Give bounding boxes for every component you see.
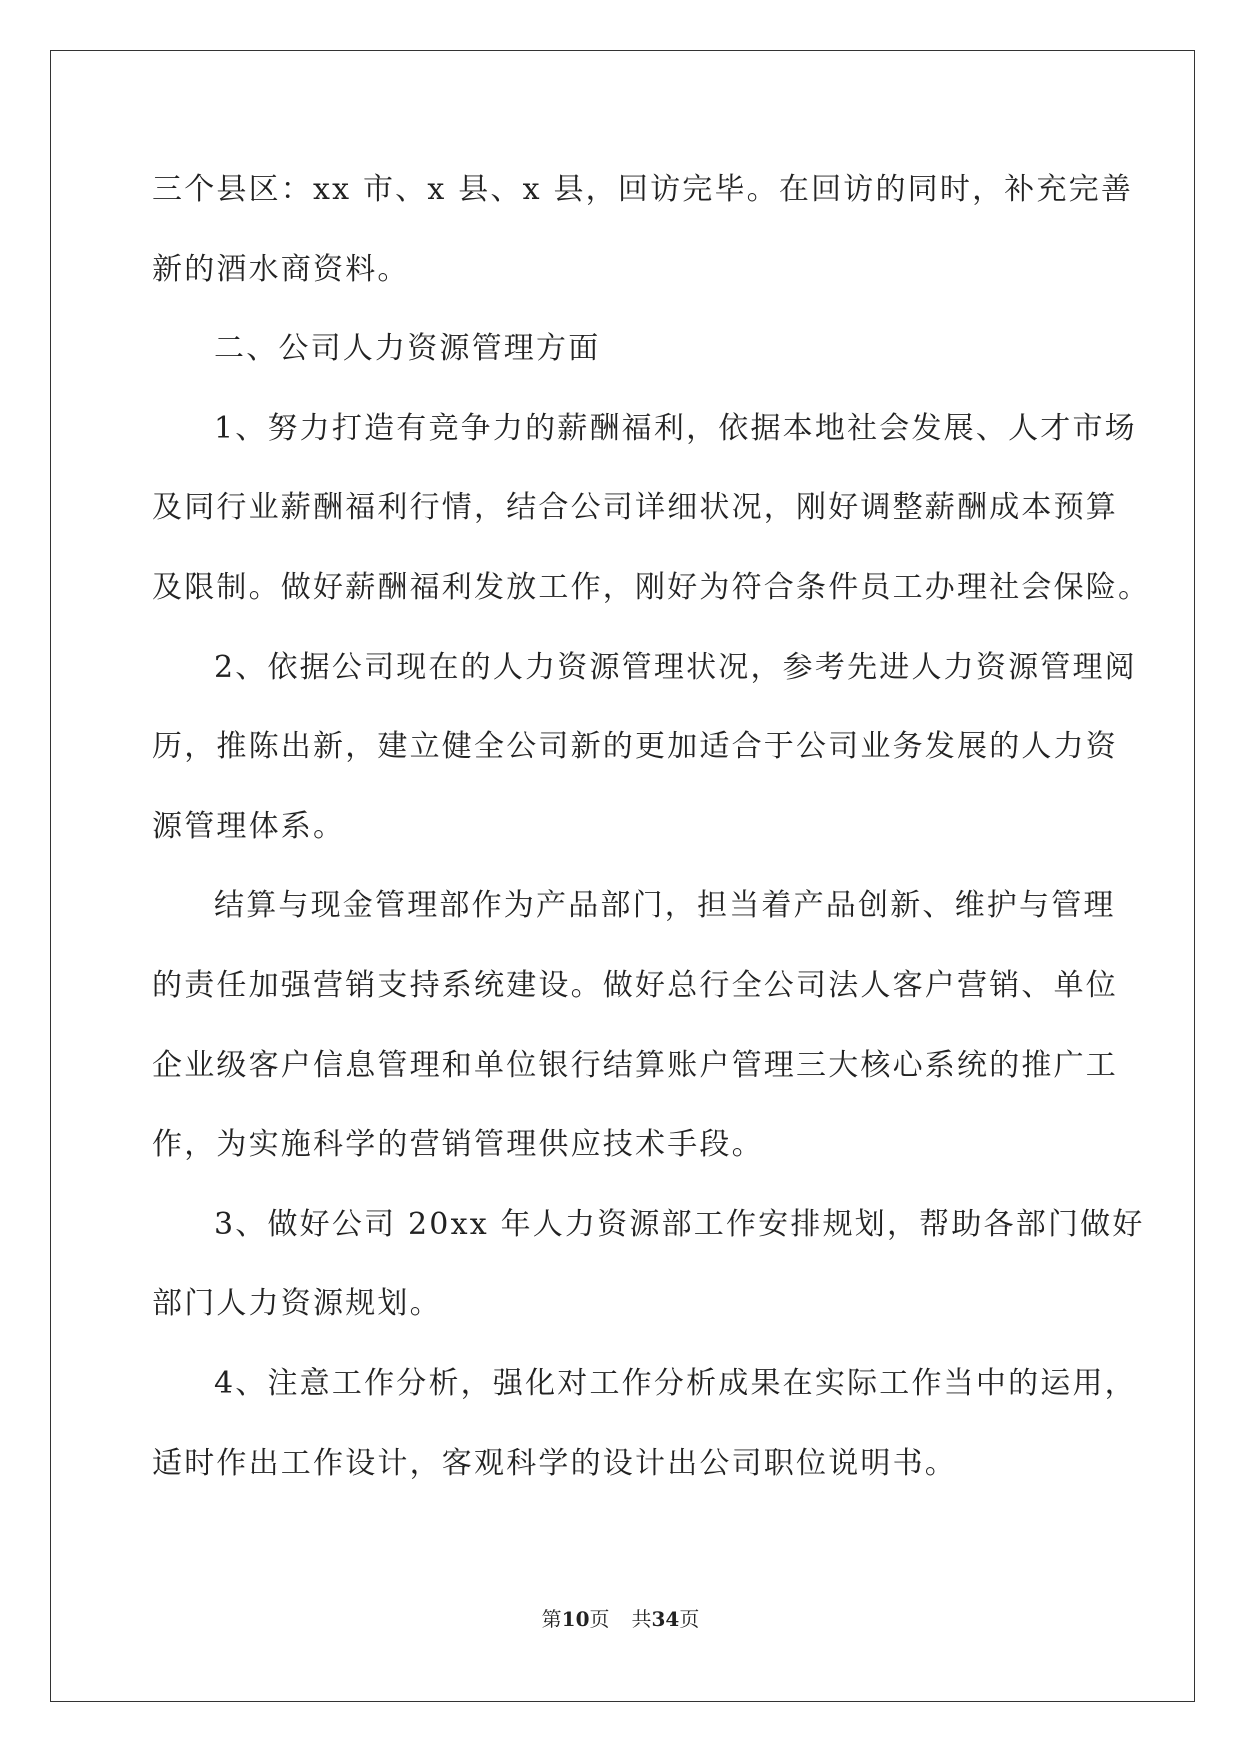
- text-line: 部门人力资源规划。: [152, 1286, 442, 1322]
- text-line: 及限制。做好薪酬福利发放工作，刚好为符合条件员工办理社会保险。: [152, 569, 1151, 605]
- text-line: 的责任加强营销支持系统建设。做好总行全公司法人客户营销、单位: [152, 967, 1118, 1003]
- text-line: 三个县区：xx 市、x 县、x 县，回访完毕。在回访的同时，补充完善: [152, 172, 1134, 207]
- page-current: 10: [561, 1607, 590, 1631]
- text-line: 适时作出工作设计，客观科学的设计出公司职位说明书。: [152, 1445, 957, 1481]
- text-line: 新的酒水商资料。: [152, 251, 410, 287]
- text-line: 企业级客户信息管理和单位银行结算账户管理三大核心系统的推广工: [152, 1047, 1118, 1083]
- text-line: 1、努力打造有竞争力的薪酬福利，依据本地社会发展、人才市场: [214, 410, 1137, 446]
- text-line: 3、做好公司 20xx 年人力资源部工作安排规划，帮助各部门做好: [214, 1206, 1145, 1242]
- text-line: 2、依据公司现在的人力资源管理状况，参考先进人力资源管理阅: [214, 649, 1137, 685]
- text-line: 作，为实施科学的营销管理供应技术手段。: [152, 1127, 764, 1163]
- section-heading: 二、公司人力资源管理方面: [214, 331, 601, 367]
- text-line: 4、注意工作分析，强化对工作分析成果在实际工作当中的运用，: [214, 1365, 1137, 1401]
- page-total: 34: [651, 1607, 680, 1631]
- text-line: 及同行业薪酬福利行情，结合公司详细状况，刚好调整薪酬成本预算: [152, 490, 1118, 526]
- total-prefix: 共: [631, 1607, 652, 1631]
- page-prefix: 第: [541, 1607, 562, 1631]
- page-suffix: 页: [589, 1607, 610, 1631]
- total-suffix: 页: [679, 1607, 700, 1631]
- text-line: 历，推陈出新，建立健全公司新的更加适合于公司业务发展的人力资: [152, 729, 1118, 765]
- document-body: [152, 160, 1151, 1513]
- text-line: 结算与现金管理部作为产品部门，担当着产品创新、维护与管理: [214, 888, 1116, 924]
- page-footer: [0, 1607, 1241, 1631]
- text-line: 源管理体系。: [152, 808, 346, 844]
